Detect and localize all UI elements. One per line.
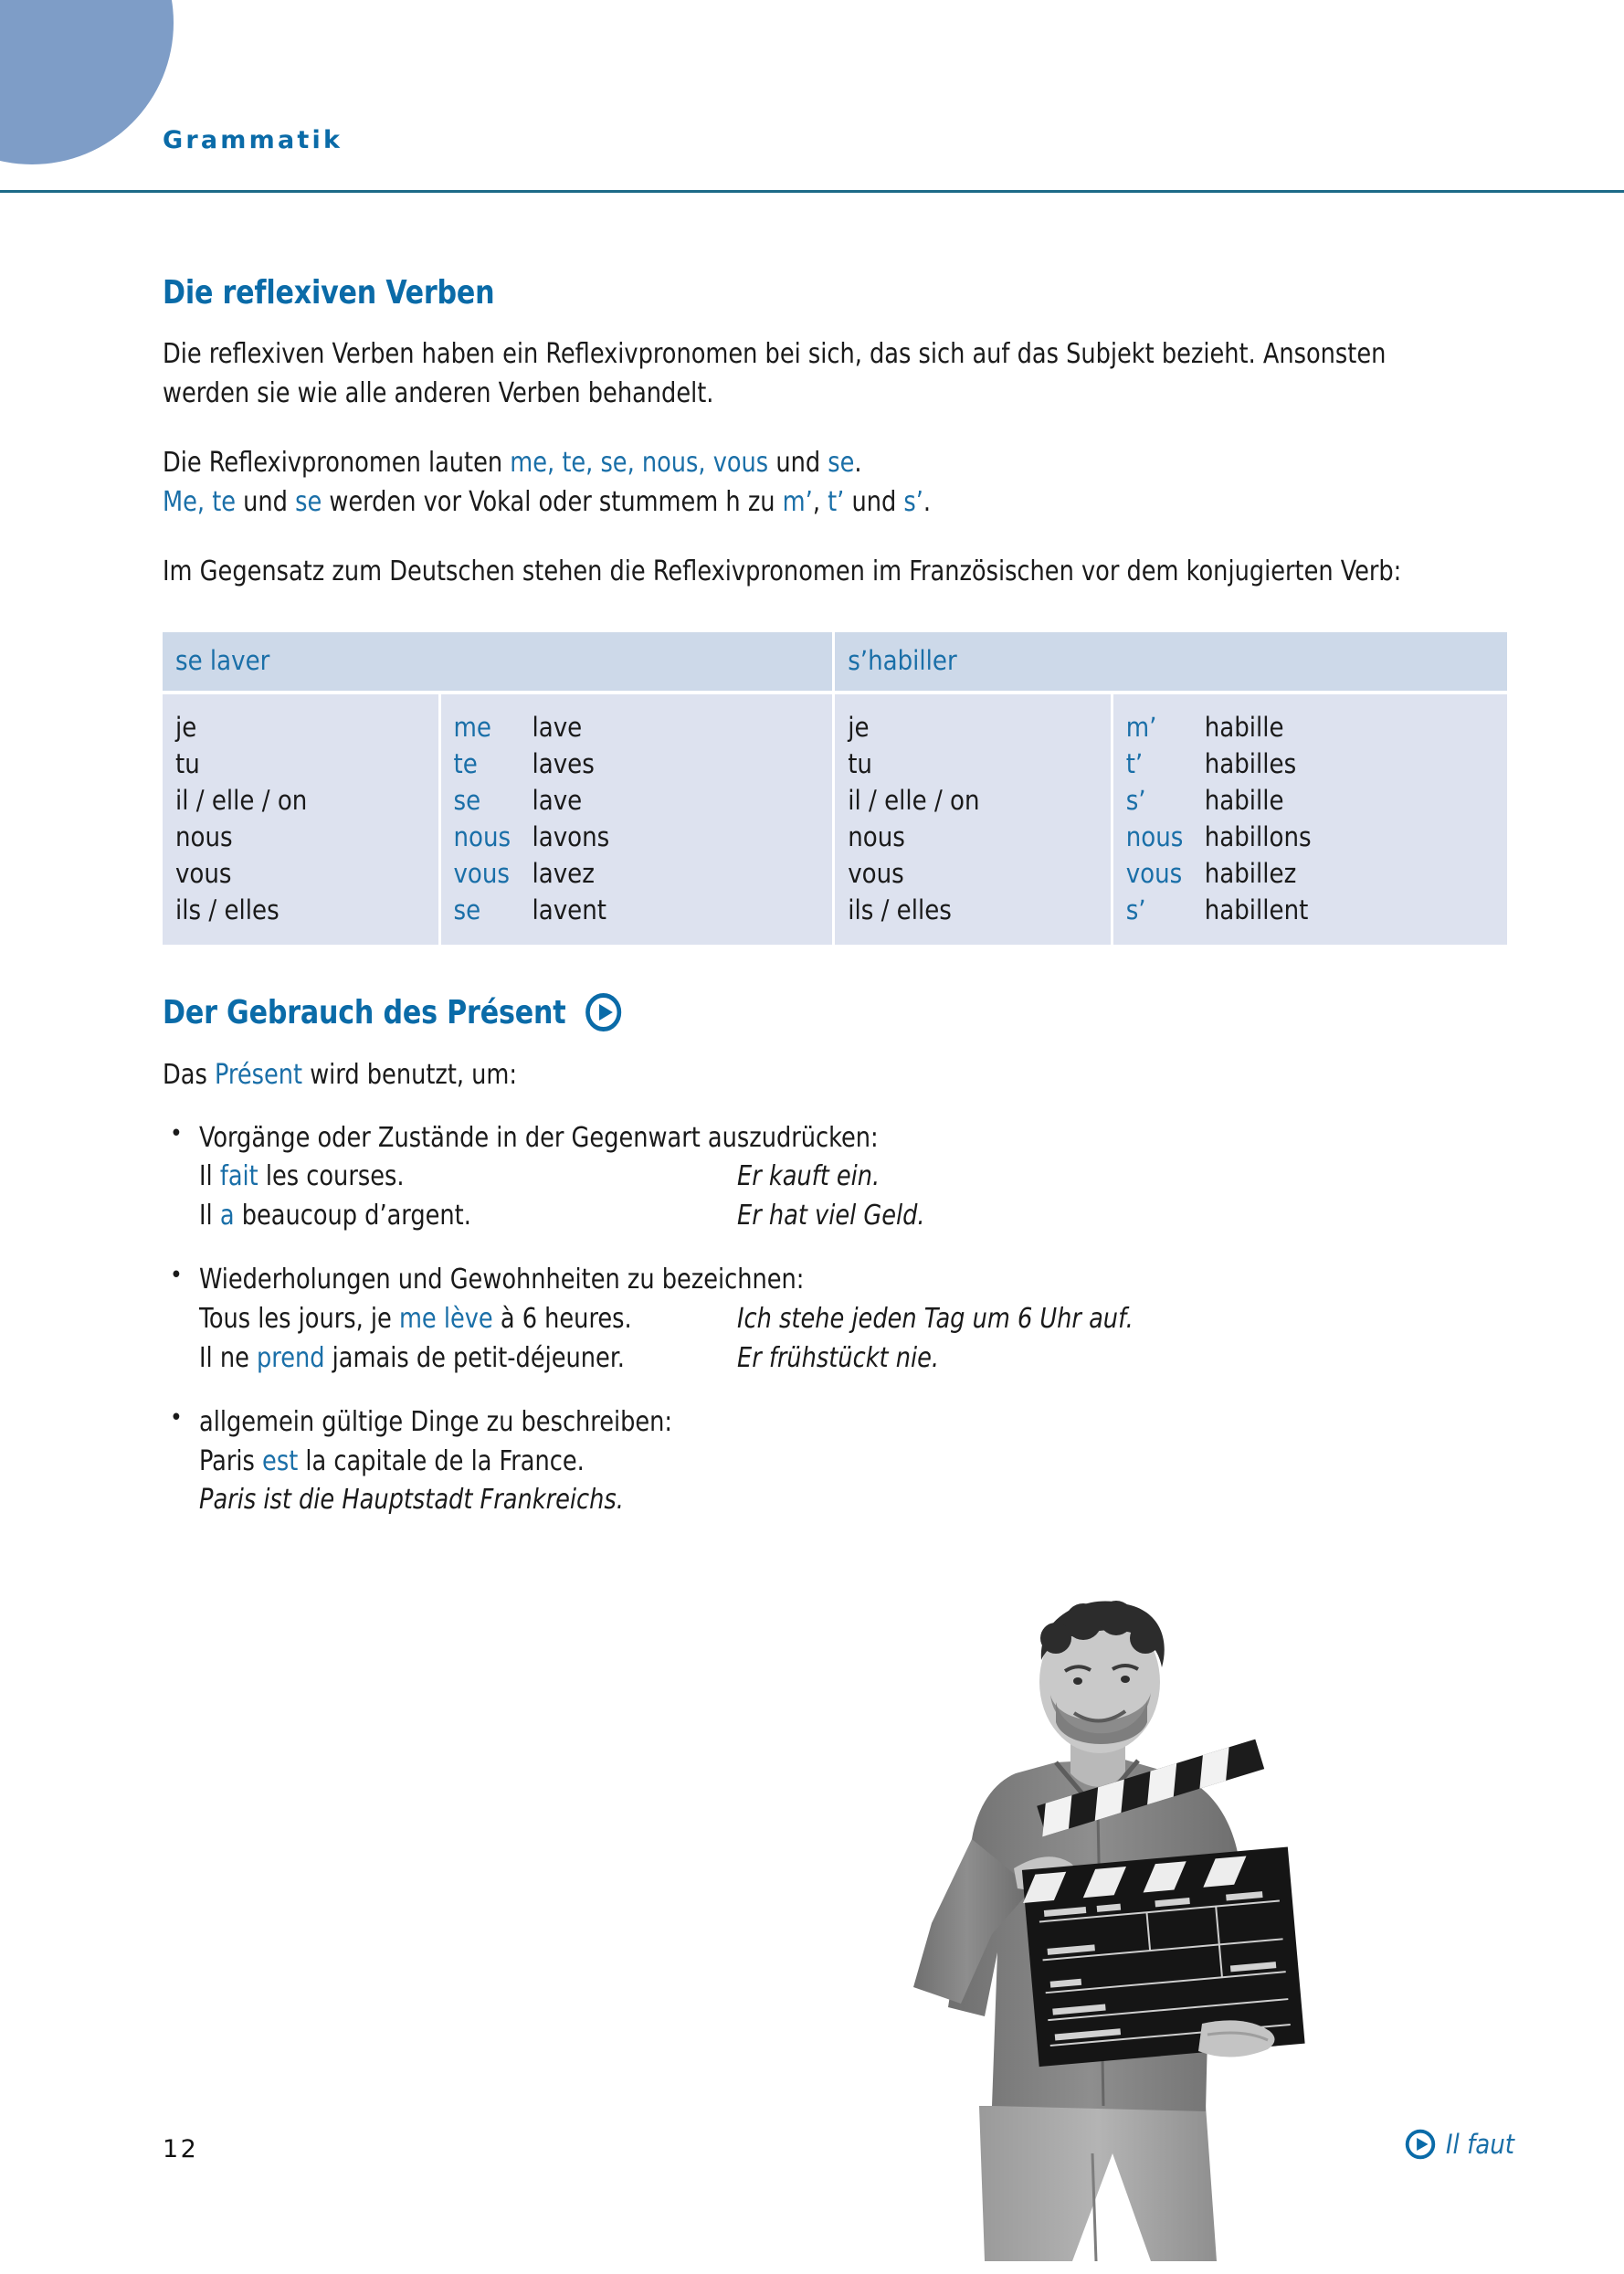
- table-row: [163, 691, 1507, 945]
- verb-form: habille: [1204, 785, 1284, 816]
- text-run: Il: [199, 1160, 220, 1193]
- conjugation-line: [454, 782, 833, 819]
- table-header-row: [163, 632, 1507, 691]
- paragraph-text: Die reflexiven Verben haben ein Reflexivpronomen bei sich, das sich auf das Subjekt bezieht. Ansonsten werden sie wie alle anderen Verben behandelt.: [163, 338, 1387, 409]
- play-circle-icon[interactable]: [585, 992, 622, 1032]
- text-run: und: [236, 485, 296, 518]
- text-run: Tous les jours, je: [199, 1303, 399, 1336]
- french-term: t’: [828, 485, 845, 518]
- text-run: und: [844, 485, 904, 518]
- conjugation-table: [163, 632, 1507, 945]
- french-verb: a: [219, 1199, 235, 1232]
- example-french: [199, 1158, 737, 1197]
- verb-form: lave: [532, 785, 583, 816]
- reflexive-pronoun: nous: [1125, 821, 1184, 853]
- conjugation-line: [1126, 782, 1507, 819]
- text-run: les courses.: [258, 1160, 405, 1193]
- text-run: .: [854, 447, 862, 480]
- verb-form: lavons: [532, 821, 610, 853]
- verb-form: habillons: [1204, 821, 1312, 853]
- play-circle-icon[interactable]: [1405, 2129, 1436, 2160]
- section-title-text: Der Gebrauch des Présent: [163, 993, 566, 1031]
- man-with-clapperboard-photo: [877, 1594, 1315, 2261]
- reflexive-pronoun: se: [453, 894, 481, 926]
- table-header-s-habiller: s’habiller: [835, 632, 1507, 691]
- conjugation-line: [454, 892, 833, 928]
- verb-form: habille: [1204, 711, 1284, 743]
- usage-list: [163, 1119, 1514, 1520]
- text-run: ,: [812, 485, 828, 518]
- reflexive-pronoun: me: [453, 711, 491, 743]
- french-term: se: [828, 447, 855, 480]
- cell-conjugation-laver: [441, 691, 836, 945]
- list-item-intro: • allgemein gültige Dinge zu beschreiben:: [199, 1406, 673, 1439]
- french-verb: fait: [219, 1160, 258, 1193]
- conjugation-line: [454, 746, 833, 782]
- list-item-intro: • Vorgänge oder Zustände in der Gegenwart auszudrücken:: [199, 1121, 879, 1154]
- text-run: Il ne: [199, 1341, 258, 1374]
- french-verb: me lève: [398, 1303, 493, 1336]
- subject: ils / elles: [175, 894, 279, 926]
- list-item: [163, 1403, 1514, 1520]
- verb-form: habillent: [1204, 894, 1309, 926]
- reflexive-pronoun: m’: [1125, 711, 1157, 743]
- list-item-intro: • Wiederholungen und Gewohnheiten zu bezeichnen:: [199, 1264, 805, 1296]
- reflexive-pronoun: nous: [453, 821, 511, 853]
- cell-subjects-laver: [163, 691, 441, 945]
- table-header-se-laver: se laver: [163, 632, 835, 691]
- example-german: Er kauft ein.: [737, 1160, 881, 1193]
- example-row: [199, 1300, 1449, 1339]
- example-row: [199, 1339, 1449, 1379]
- example-german: Ich stehe jeden Tag um 6 Uhr auf.: [737, 1303, 1134, 1336]
- subject: vous: [175, 858, 232, 890]
- subject: tu: [848, 747, 872, 779]
- subject: je: [848, 711, 870, 743]
- conjugation-line: [1126, 819, 1507, 855]
- example-german: Er frühstückt nie.: [737, 1341, 940, 1374]
- running-head: Grammatik: [163, 126, 343, 154]
- example-french: [199, 1443, 737, 1482]
- example-french: [199, 1339, 737, 1379]
- paragraph-word-order: [163, 553, 1447, 592]
- footer-unit-tag: [1405, 2129, 1514, 2160]
- text-run: beaucoup d’argent.: [234, 1199, 471, 1232]
- text-run: wird benutzt, um:: [302, 1059, 518, 1092]
- subject: nous: [175, 821, 233, 853]
- french-term: se: [295, 485, 322, 518]
- text-run: jamais de petit-déjeuner.: [324, 1341, 625, 1374]
- text-run: à 6 heures.: [492, 1303, 632, 1336]
- example-row: [199, 1197, 1449, 1236]
- text-run: Die Reflexivpronomen lauten: [163, 447, 511, 480]
- conjugation-line: [454, 709, 833, 746]
- reflexive-pronoun: t’: [1125, 747, 1144, 779]
- conjugation-line: [1126, 855, 1507, 892]
- subject: il / elle / on: [175, 785, 308, 816]
- subject: tu: [175, 747, 200, 779]
- conjugation-line: [454, 855, 833, 892]
- cell-subjects-habiller: [835, 691, 1113, 945]
- text-run: .: [923, 485, 932, 518]
- verb-form: laves: [532, 747, 595, 779]
- reflexive-pronoun: se: [453, 785, 481, 816]
- conjugation-line: [1126, 746, 1507, 782]
- french-term: s’: [903, 485, 923, 518]
- reflexive-pronoun: s’: [1125, 785, 1146, 816]
- french-verb: prend: [257, 1341, 325, 1374]
- subject: ils / elles: [848, 894, 952, 926]
- decorative-corner-circle: [0, 0, 174, 164]
- page-number: 12: [163, 2135, 199, 2163]
- french-verb: est: [262, 1444, 299, 1477]
- example-row: [199, 1481, 1449, 1520]
- verb-form: lavez: [532, 858, 595, 890]
- subject: je: [175, 711, 197, 743]
- text-run: Paris: [199, 1444, 263, 1477]
- text-run: la capitale de la France.: [298, 1444, 585, 1477]
- list-item: [163, 1119, 1514, 1236]
- french-term: m’: [782, 485, 813, 518]
- reflexive-pronoun: s’: [1125, 894, 1146, 926]
- french-term: Présent: [214, 1059, 303, 1092]
- paragraph-present-lead: [163, 1056, 1447, 1095]
- example-french: [199, 1197, 737, 1236]
- example-row: [199, 1443, 1449, 1482]
- text-run: Il: [199, 1199, 220, 1232]
- text-run: und: [768, 447, 828, 480]
- list-item: [163, 1261, 1514, 1378]
- conjugation-line: [1126, 709, 1507, 746]
- reflexive-pronoun: vous: [1125, 858, 1183, 890]
- verb-form: habillez: [1204, 858, 1297, 890]
- page-content: [163, 274, 1514, 1546]
- verb-form: habilles: [1204, 747, 1297, 779]
- french-term: me, te, se, nous, vous: [510, 447, 769, 480]
- example-row: [199, 1158, 1449, 1197]
- reflexive-pronoun: vous: [453, 858, 511, 890]
- reflexive-pronoun: te: [453, 747, 478, 779]
- text-run: Das: [163, 1059, 215, 1092]
- subject: vous: [848, 858, 904, 890]
- subject: nous: [848, 821, 905, 853]
- text-run: werden vor Vokal oder stummem h zu: [322, 485, 783, 518]
- section-title-present-usage: [163, 992, 1419, 1032]
- paragraph-pronoun-forms: [163, 444, 1447, 522]
- french-term: Me, te: [163, 485, 237, 518]
- conjugation-line: [1126, 892, 1507, 928]
- header-rule: [0, 190, 1624, 193]
- footer-tag-label: Il faut: [1445, 2129, 1514, 2160]
- subject: il / elle / on: [848, 785, 980, 816]
- example-german: Er hat viel Geld.: [737, 1199, 925, 1232]
- cell-conjugation-habiller: [1113, 691, 1507, 945]
- verb-form: lavent: [532, 894, 606, 926]
- verb-form: lave: [532, 711, 583, 743]
- section-title-reflexive-verbs: Die reflexiven Verben: [163, 274, 495, 312]
- example-french: [199, 1300, 737, 1339]
- paragraph-text: Im Gegensatz zum Deutschen stehen die Reflexivpronomen im Französischen vor dem konjugierten Verb:: [163, 555, 1402, 588]
- paragraph-reflexive-intro: [163, 335, 1447, 413]
- example-german: Paris ist die Hauptstadt Frankreichs.: [199, 1484, 624, 1517]
- conjugation-line: [454, 819, 833, 855]
